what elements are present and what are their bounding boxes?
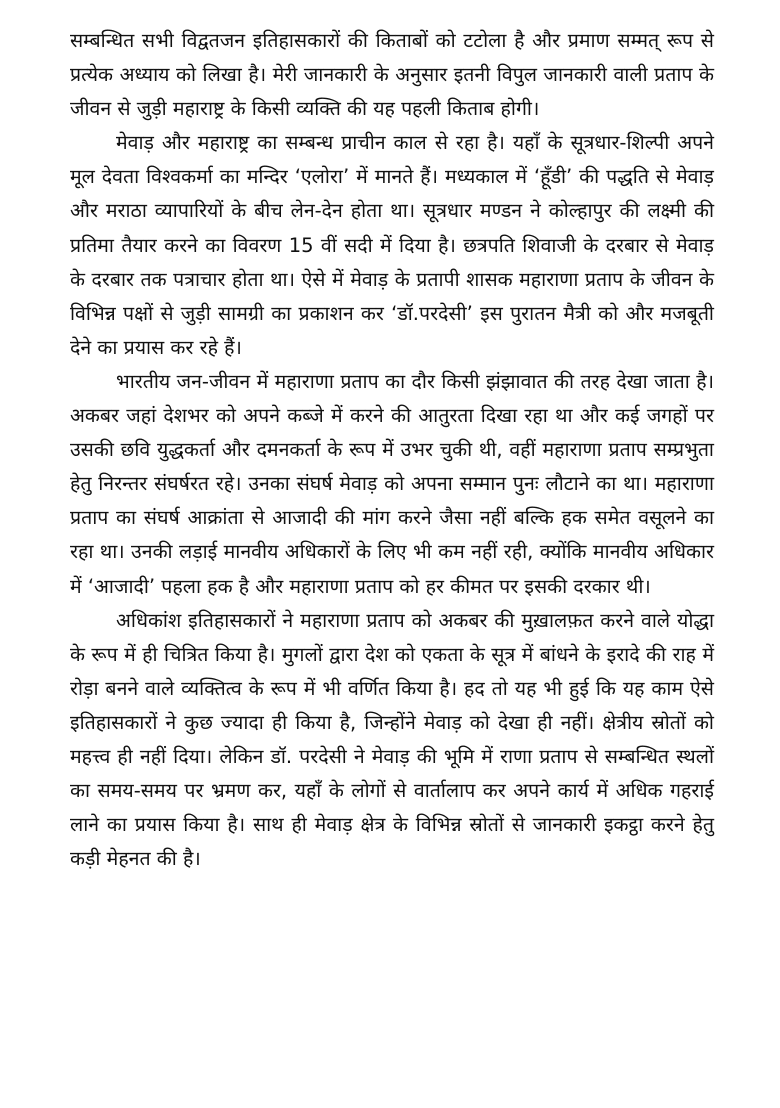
paragraph-3: भारतीय जन-जीवन में महाराणा प्रताप का दौर किसी झंझावात की तरह देखा जाता है। अकबर जहां देशभर को अपने कब्जे में करने की आतुरता दिखा रहा था और कई जगहों पर उसकी छवि युद्धकर्ता और दमनकर्ता के रूप में उभर चुकी थी, वहीं महाराणा प्रताप सम्प्रभुता हेतु निरन्तर संघर्षरत रहे। उनका संघर्ष मेवाड़ को अपना सम्मान पुनः लौटाने का था। महाराणा प्रताप का संघर्ष आक्रांता से आजादी की मांग करने जैसा नहीं बल्कि हक समेत वसूलने का रहा था। उनकी लड़ाई मानवीय अधिकारों के लिए भी कम नहीं रही, क्योंकि मानवीय अधिकार में ‘आजादी’ पहला हक है और महाराणा प्रताप को हर कीमत पर इसकी दरकार थी। <box>70 369 714 598</box>
paragraph-4: अधिकांश इतिहासकारों ने महाराणा प्रताप को अकबर की मुख़ालफ़त करने वाले योद्धा के रूप में ही चित्रित किया है। मुगलों द्वारा देश को एकता के सूत्र में बांधने के इरादे की राह में रोड़ा बनने वाले व्यक्तित्व के रूप में भी वर्णित किया है। हद तो यह भी हुई कि यह काम ऐसे इतिहासकारों ने कुछ ज्यादा ही किया है, जिन्होंने मेवाड़ को देखा ही नहीं। क्षेत्रीय स्रोतों को महत्त्व ही नहीं दिया। लेकिन डॉ. परदेसी ने मेवाड़ की भूमि में राणा प्रताप से सम्बन्धित स्थलों का समय-समय पर भ्रमण कर, यहाँ के लोगों से वार्तालाप कर अपने कार्य में अधिक गहराई लाने का प्रयास किया है। साथ ही मेवाड़ क्षेत्र के विभिन्न स्रोतों से जानकारी इकट्ठा करने हेतु कड़ी मेहनत की है। <box>70 608 714 871</box>
paragraph-2: मेवाड़ और महाराष्ट्र का सम्बन्ध प्राचीन काल से रहा है। यहाँ के सूत्रधार-शिल्पी अपने मूल देवता विश्वकर्मा का मन्दिर ‘एलोरा’ में मानते हैं। मध्यकाल में ‘हूँडी’ की पद्धति से मेवाड़ और मराठा व्यापारियों के बीच लेन-देन होता था। सूत्रधार मण्डन ने कोल्हापुर की लक्ष्मी की प्रतिमा तैयार करने का विवरण 15 वीं सदी में दिया है। छत्रपति शिवाजी के दरबार से मेवाड़ के दरबार तक पत्राचार होता था। ऐसे में मेवाड़ के प्रतापी शासक महाराणा प्रताप के जीवन के विभिन्न पक्षों से जुड़ी सामग्री का प्रकाशन कर ‘डॉ.परदेसी’ इस पुरातन मैत्री को और मजबूती देने का प्रयास कर रहे हैं। <box>70 131 714 359</box>
document-page <box>70 24 714 876</box>
paragraph-1: सम्बन्धित सभी विद्वतजन इतिहासकारों की किताबों को टटोला है और प्रमाण सम्मत् रूप से प्रत्येक अध्याय को लिखा है। मेरी जानकारी के अनुसार इतनी विपुल जानकारी वाली प्रताप के जीवन से जुड़ी महाराष्ट्र के किसी व्यक्ति की यह पहली किताब होगी। <box>70 29 714 121</box>
